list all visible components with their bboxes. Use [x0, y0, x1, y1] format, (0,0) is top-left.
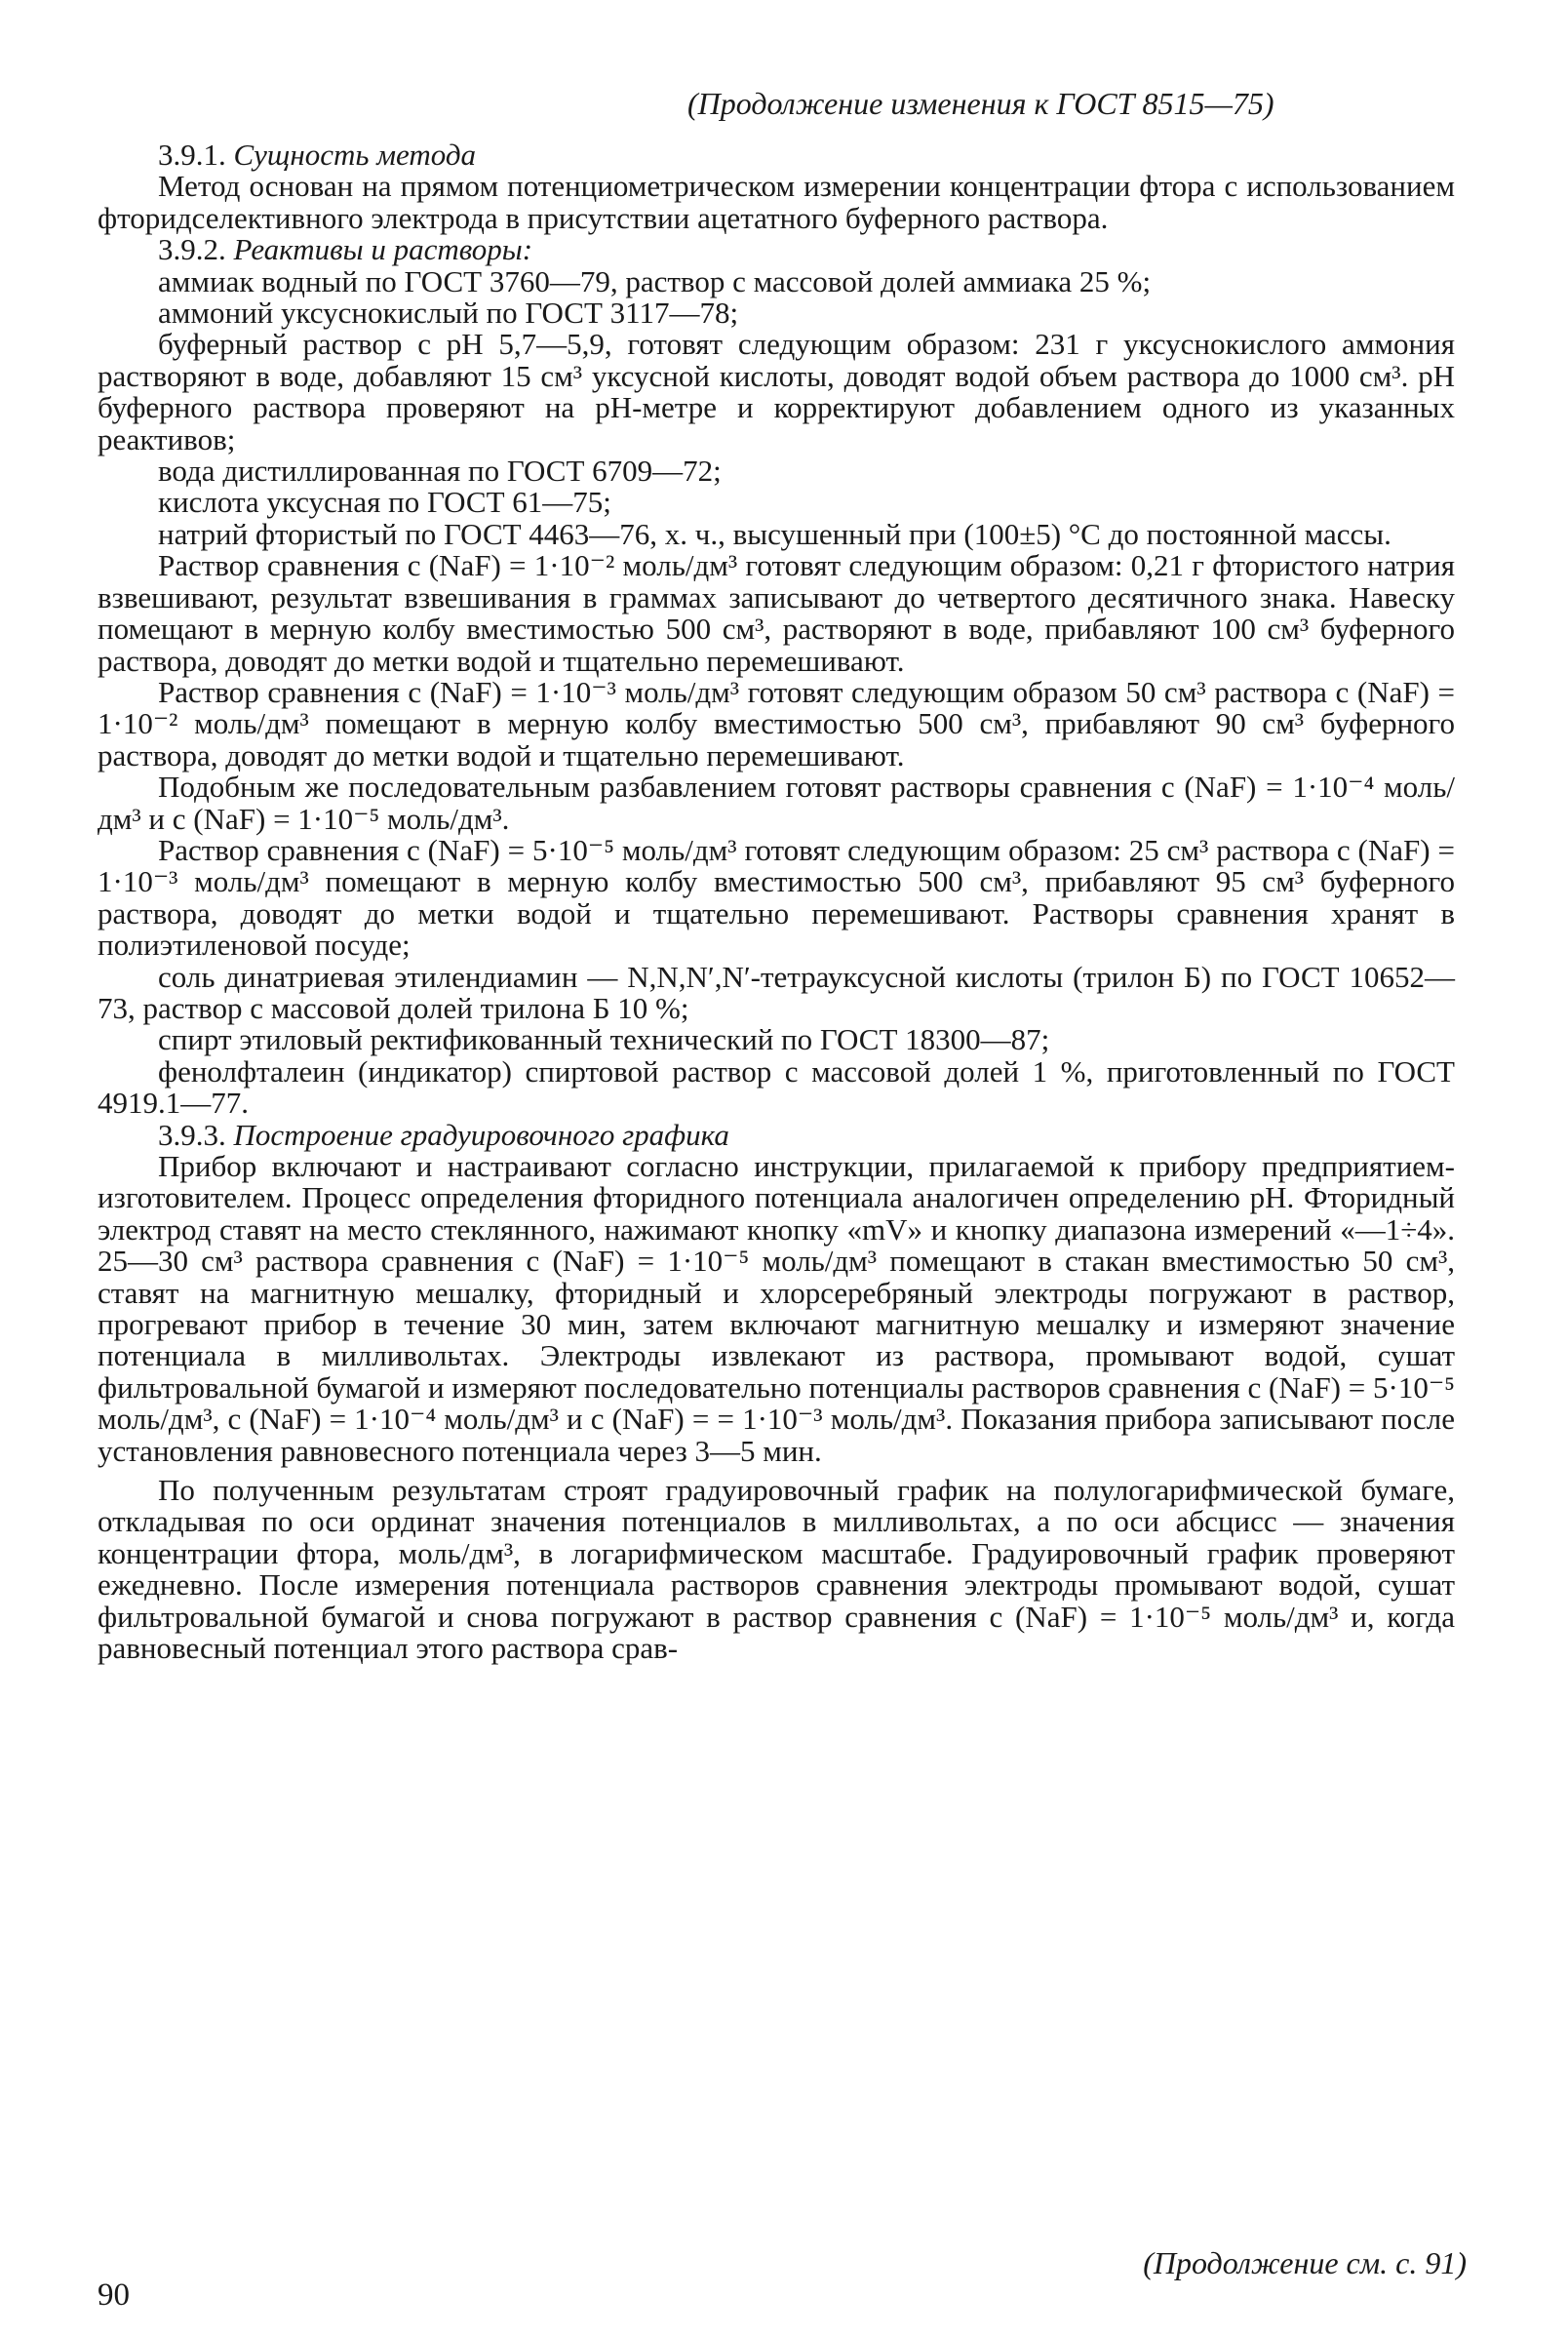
- paragraph: вода дистиллированная по ГОСТ 6709—72;: [158, 454, 722, 489]
- section-heading: [98, 234, 1455, 265]
- paragraph: аммиак водный по ГОСТ 3760—79, раствор с массовой долей аммиака 25 %;: [158, 263, 1152, 298]
- document-body: [98, 139, 1455, 1665]
- paragraph: буферный раствор с pH 5,7—5,9, готовят следующим образом: 231 г уксуснокислого аммония растворяют в воде, добавляют 15 см³ уксусной кислоты, доводят водой объем раствора до 1000 см³. pH буферного раствора проверяют на pH-метре и корректируют добавлением одного из указанных реактивов;: [98, 327, 1455, 456]
- paragraph: По полученным результатам строят градуировочный график на полулогарифмической бумаге, откладывая по оси ординат значения потенциалов в милливольтах, а по оси абсцисс — значения концентрации фтора, моль/дм³, в логарифмическом масштабе. Градуировочный график проверяют ежедневно. После измерения потенциала растворов сравнения электроды промывают водой, сушат фильтровальной бумагой и снова погружают в раствор сравнения c (NaF) = 1·10⁻⁵ моль/дм³ и, когда равновесный потенциал этого раствора срав-: [98, 1473, 1455, 1666]
- paragraph: кислота уксусная по ГОСТ 61—75;: [158, 485, 611, 520]
- paragraph: Раствор сравнения c (NaF) = 5·10⁻⁵ моль/дм³ готовят следующим образом: 25 см³ раствора c (NaF) = 1·10⁻³ моль/дм³ помещают в мерную колбу вместимостью 500 см³, прибавляют 95 см³ буферного раствора, доводят до метки водой и тщательно перемешивают. Растворы сравнения хранят в полиэтиленовой посуде;: [98, 832, 1455, 963]
- section-title: Построение градуировочного графика: [233, 1117, 729, 1152]
- paragraph: соль динатриевая этилендиамин — N,N,N′,N′-тетрауксусной кислоты (трилон Б) по ГОСТ 10652—73, раствор с массовой долей трилона Б 10 %;: [98, 959, 1455, 1025]
- section-title: Реактивы и растворы:: [233, 232, 533, 267]
- paragraph: аммоний уксуснокислый по ГОСТ 3117—78;: [158, 296, 739, 331]
- paragraph: Подобным же последовательным разбавлением готовят растворы сравнения c (NaF) = 1·10⁻⁴ моль/дм³ и c (NaF) = 1·10⁻⁵ моль/дм³.: [98, 770, 1455, 836]
- running-header: (Продолжение изменения к ГОСТ 8515—75): [687, 86, 1274, 121]
- paragraph: Раствор сравнения c (NaF) = 1·10⁻³ моль/дм³ готовят следующим образом 50 см³ раствора c (NaF) = 1·10⁻² моль/дм³ помещают в мерную колбу вместимостью 500 см³, прибавляют 90 см³ буферного раствора, доводят до метки водой и тщательно перемешивают.: [98, 674, 1455, 772]
- paragraph: Прибор включают и настраивают согласно инструкции, прилагаемой к прибору предприятием-изготовителем. Процесс определения фторидного потенциала аналогичен определению pH. Фторидный электрод ставят на место стеклянного, нажимают кнопку «mV» и кнопку диапазона измерений «—1÷4». 25—30 см³ раствора сравнения c (NaF) = 1·10⁻⁵ моль/дм³ помещают в стакан вместимостью 50 см³, ставят на магнитную мешалку, фторидный и хлорсеребряный электроды погружают в раствор, прогревают прибор в течение 30 мин, затем включают магнитную мешалку и измеряют значение потенциала в милливольтах. Электроды извлекают из раствора, промывают водой, сушат фильтровальной бумагой и измеряют последовательно потенциалы растворов сравнения c (NaF) = 5·10⁻⁵ моль/дм³, c (NaF) = 1·10⁻⁴ моль/дм³ и c (NaF) = = 1·10⁻³ моль/дм³. Показания прибора записывают после установления равновесного потенциала через 3—5 мин.: [98, 1149, 1455, 1468]
- section-number: 3.9.1.: [158, 138, 234, 172]
- paragraph: Метод основан на прямом потенциометрическом измерении концентрации фтора с использованием фторидселективного электрода в присутствии ацетатного буферного раствора.: [98, 169, 1455, 235]
- page-number: 90: [98, 2277, 130, 2313]
- section-heading: [98, 139, 1455, 171]
- section-heading: [98, 1117, 1455, 1152]
- section-number: 3.9.2.: [158, 232, 234, 267]
- section-number: 3.9.3.: [158, 1117, 234, 1152]
- continuation-note: (Продолжение см. с. 91): [1143, 2245, 1467, 2280]
- paragraph: Раствор сравнения c (NaF) = 1·10⁻² моль/дм³ готовят следующим образом: 0,21 г фтористого натрия взвешивают, результат взвешивания в граммах записывают до четвертого десятичного знака. Навеску помещают в мерную колбу вместимостью 500 см³, растворяют в воде, прибавляют 100 см³ буферного раствора, доводят до метки водой и тщательно перемешивают.: [98, 548, 1455, 678]
- paragraph: фенолфталеин (индикатор) спиртовой раствор с массовой долей 1 %, приготовленный по ГОСТ 4919.1—77.: [98, 1053, 1455, 1121]
- section-title: Сущность метода: [233, 138, 477, 172]
- paragraph: спирт этиловый ректификованный технический по ГОСТ 18300—87;: [158, 1022, 1050, 1057]
- paragraph: натрий фтористый по ГОСТ 4463—76, х. ч., высушенный при (100±5) °С до постоянной массы.: [158, 516, 1392, 551]
